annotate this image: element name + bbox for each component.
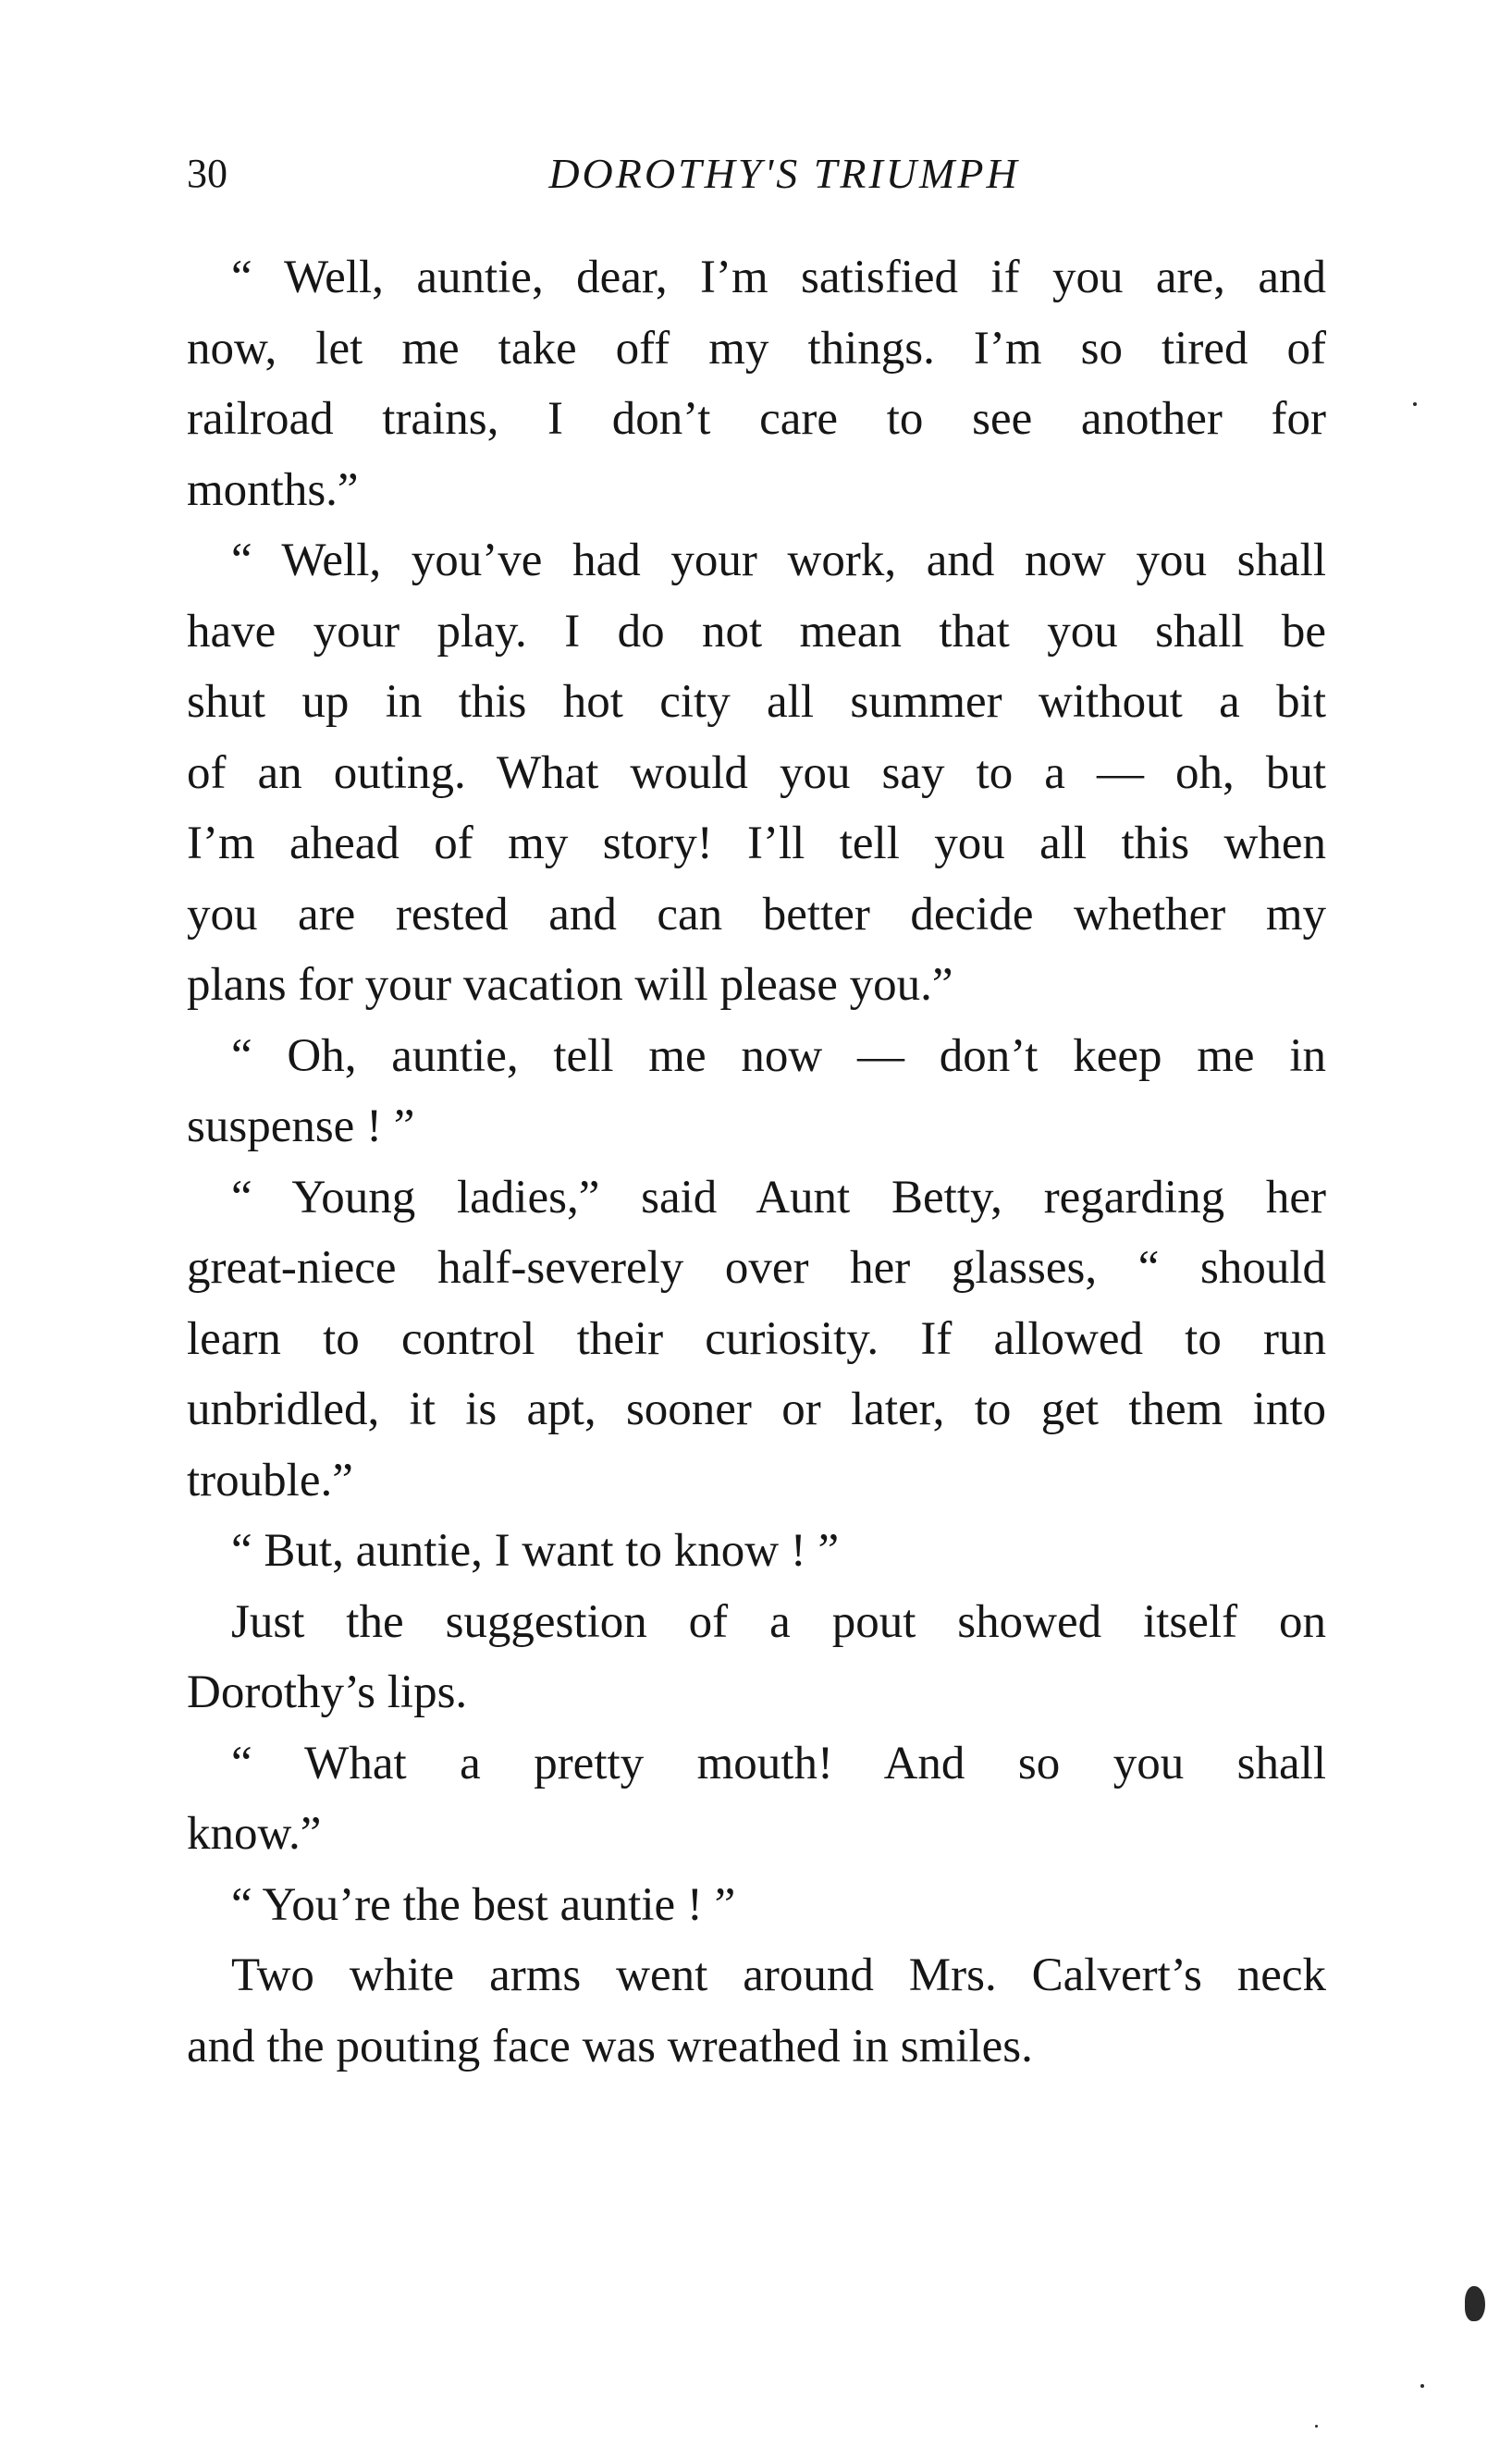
text-line: unbridled, it is apt, sooner or later, to get them into [187, 1383, 1326, 1435]
text-line: Dorothy’s lips. [187, 1666, 468, 1718]
scan-speck [1420, 2384, 1424, 2388]
text-line: trouble.” [187, 1454, 353, 1506]
text-line: “ Well, you’ve had your work, and now you shall [231, 535, 1326, 586]
text-line: “ Young ladies,” said Aunt Betty, regarding her [231, 1171, 1326, 1224]
scan-speck [1315, 2425, 1318, 2428]
text-line: great-niece half-severely over her glasses, “ should [187, 1242, 1326, 1294]
text-line: you are rested and can better decide whether my [187, 888, 1326, 941]
scan-speck [1465, 2286, 1485, 2321]
page-header [187, 137, 1326, 211]
text-line: months.” [187, 463, 359, 516]
scan-speck [1413, 402, 1417, 406]
text-line: shut up in this hot city all summer without a bit [187, 676, 1326, 728]
text-line: railroad trains, I don’t care to see another for [187, 393, 1326, 445]
text-line: “ You’re the best auntie ! ” [231, 1878, 736, 1931]
text-line: I’m ahead of my story! I’ll tell you all this when [187, 818, 1326, 869]
text-line: “ What a pretty mouth! And so you shall [231, 1737, 1326, 1789]
text-line: learn to control their curiosity. If allowed to run [187, 1312, 1326, 1365]
text-line: and the pouting face was wreathed in smiles. [187, 2020, 1033, 2072]
text-line: plans for your vacation will please you.” [187, 959, 953, 1011]
text-line: “ But, auntie, I want to know ! ” [231, 1525, 840, 1577]
text-line: have your play. I do not mean that you shall be [187, 605, 1326, 658]
text-line: Two white arms went around Mrs. Calvert’s neck [231, 1949, 1326, 2001]
text-line: suspense ! ” [187, 1101, 415, 1152]
text-line: of an outing. What would you say to a — oh, but [187, 746, 1326, 799]
running-title: DOROTHY'S TRIUMPH [548, 150, 1020, 197]
text-line: Just the suggestion of a pout showed itself on [231, 1595, 1326, 1648]
text-line: know.” [187, 1808, 322, 1860]
text-line: “ Oh, auntie, tell me now — don’t keep me in [231, 1029, 1326, 1082]
body-text [187, 242, 1326, 2082]
page-number: 30 [187, 151, 227, 196]
text-line: now, let me take off my things. I’m so tired of [187, 322, 1326, 375]
text-line: “ Well, auntie, dear, I’m satisfied if you are, and [231, 252, 1326, 303]
